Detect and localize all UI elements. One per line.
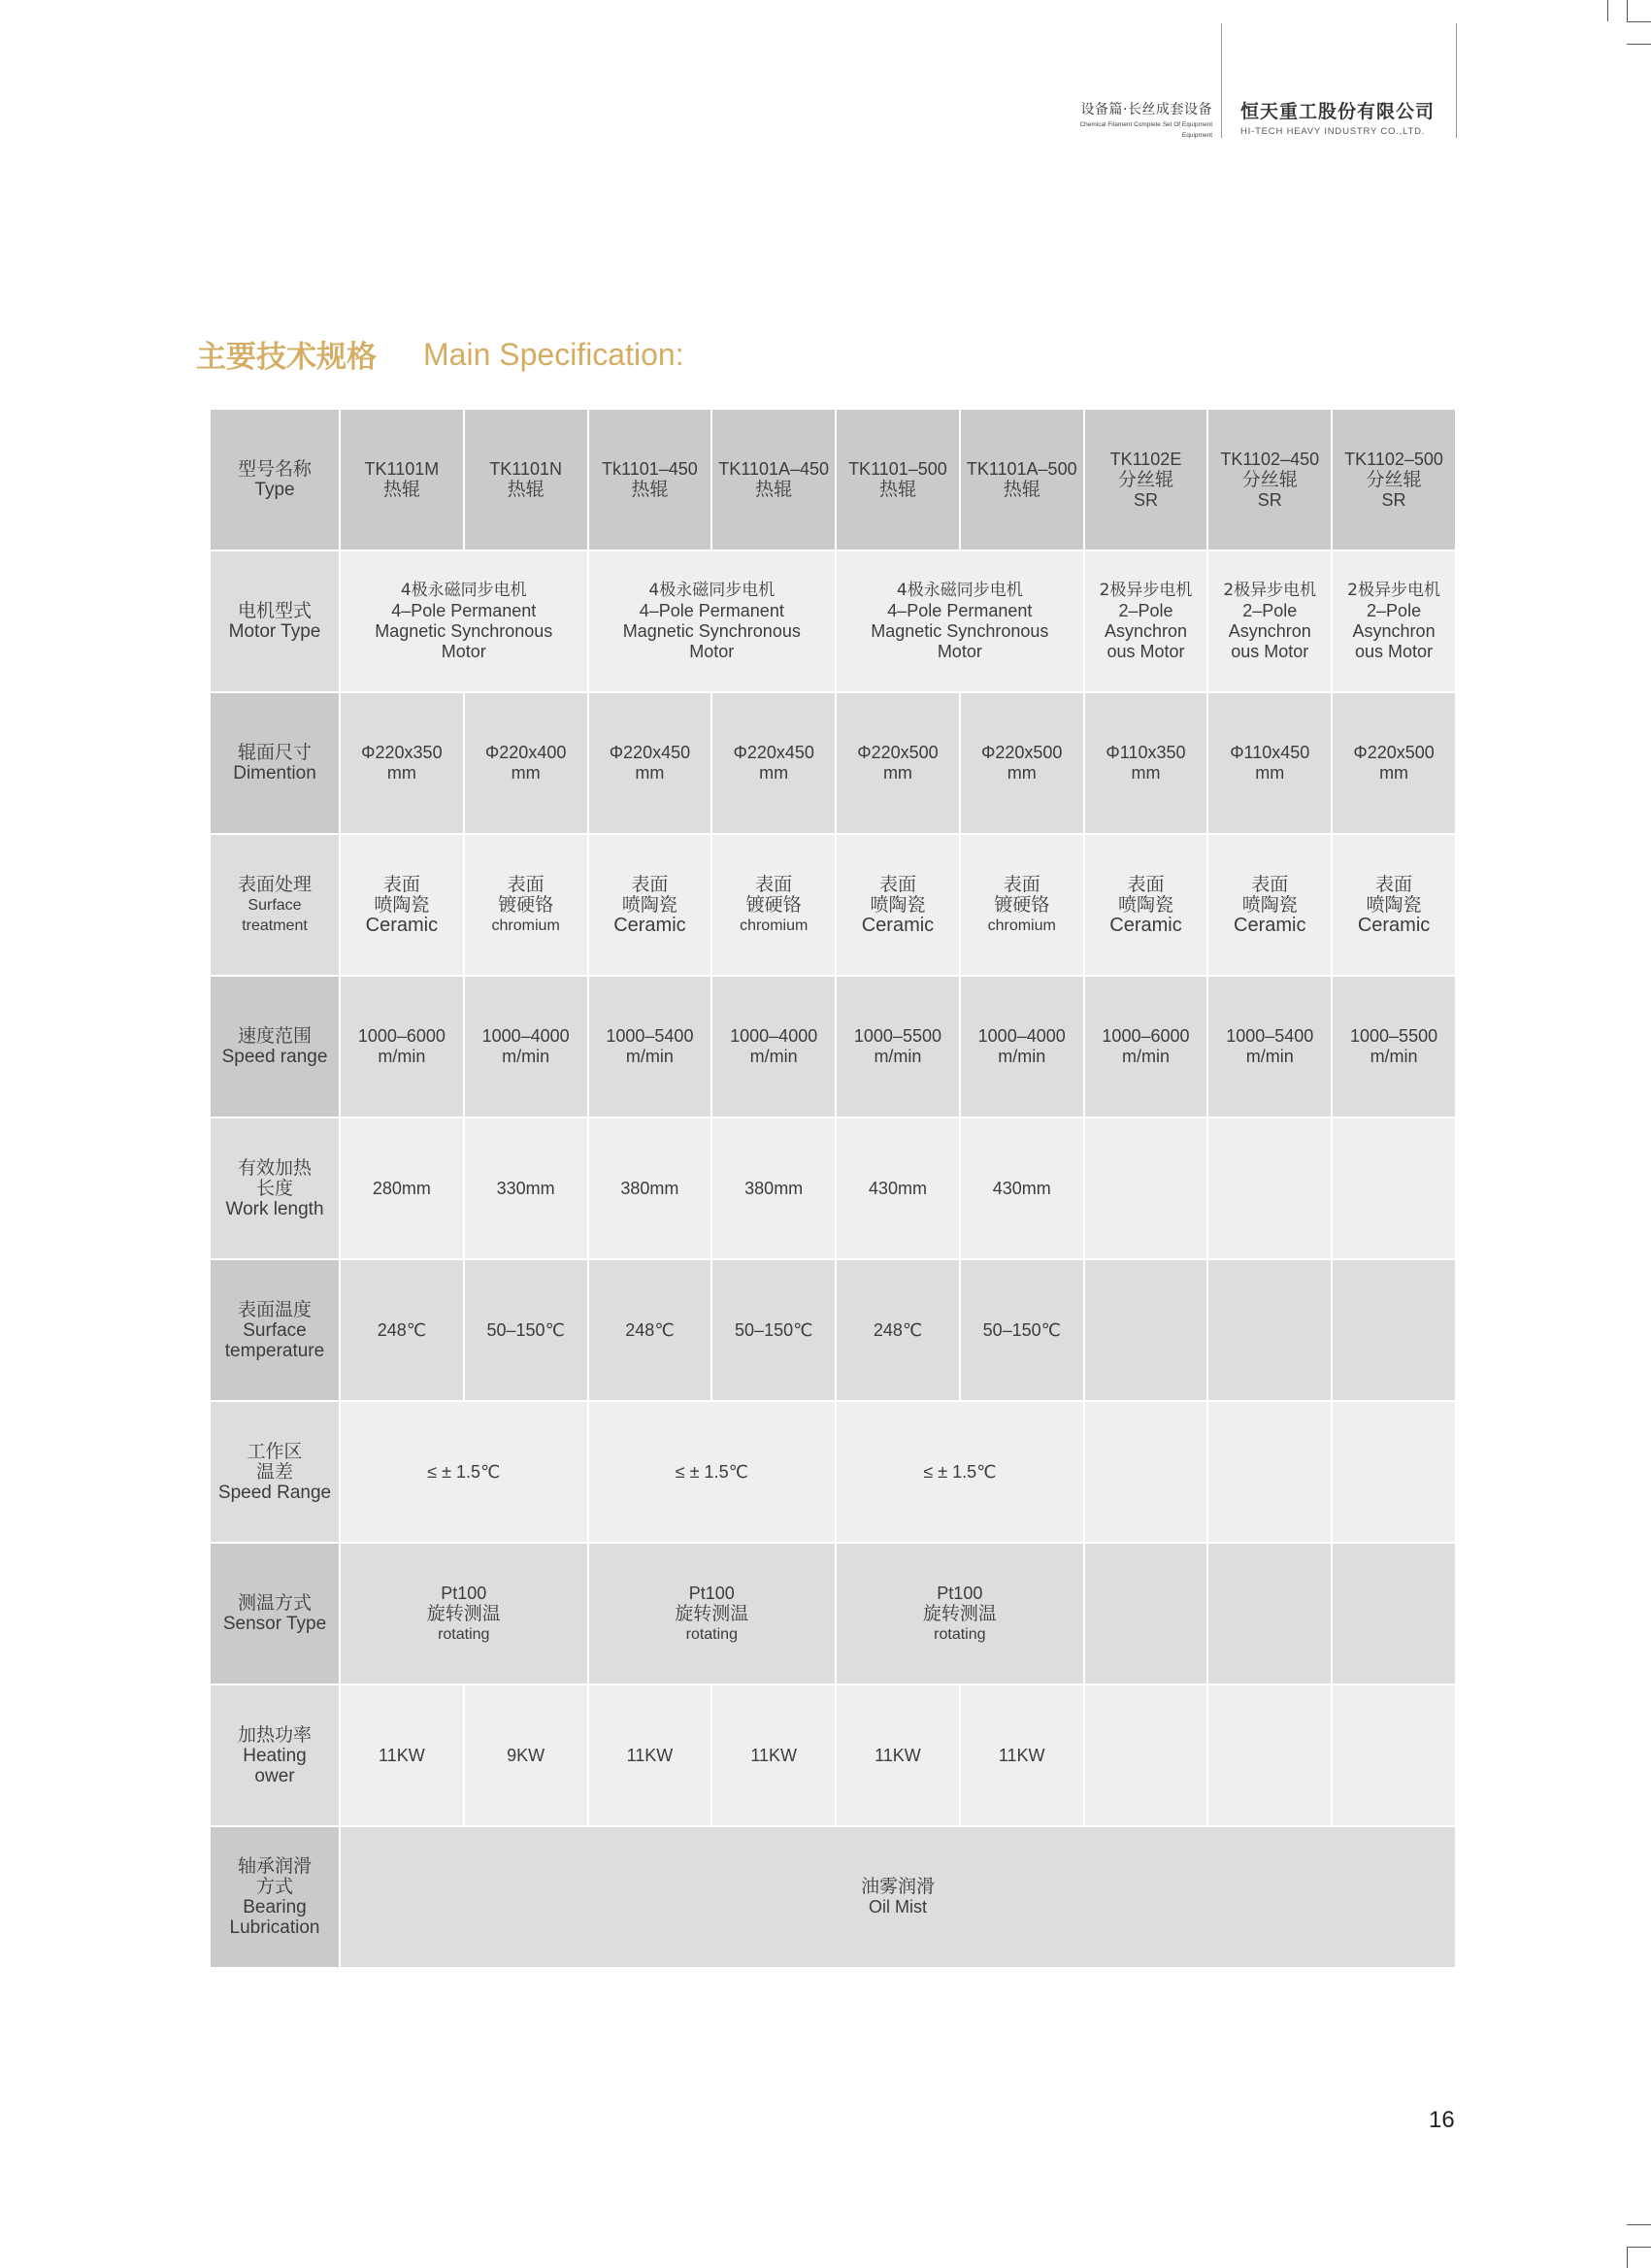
- table-cell: 2极异步电机 2–Pole Asynchron ous Motor: [1207, 550, 1332, 692]
- table-cell: [1332, 1543, 1456, 1684]
- row-header: 测温方式 Sensor Type: [210, 1543, 340, 1684]
- table-cell: 表面 镀硬铬 chromium: [960, 834, 1084, 976]
- table-cell: 表面 喷陶瓷 Ceramic: [1084, 834, 1208, 976]
- table-cell: Φ220x450 mm: [588, 692, 712, 834]
- row-header: 加热功率 Heating ower: [210, 1684, 340, 1826]
- table-cell: 280mm: [340, 1117, 464, 1259]
- row-header: 电机型式 Motor Type: [210, 550, 340, 692]
- table-cell: 11KW: [588, 1684, 712, 1826]
- table-cell: Φ220x500 mm: [836, 692, 960, 834]
- table-cell: 1000–4000 m/min: [960, 976, 1084, 1117]
- table-cell: [1084, 1684, 1208, 1826]
- table-cell: Φ220x500 mm: [1332, 692, 1456, 834]
- table-cell: 1000–4000 m/min: [711, 976, 836, 1117]
- table-cell: 50–150℃: [464, 1259, 588, 1401]
- table-row: [210, 1826, 1456, 1968]
- table-cell: 330mm: [464, 1117, 588, 1259]
- table-row: [210, 550, 1456, 692]
- table-cell: 430mm: [960, 1117, 1084, 1259]
- table-cell: 430mm: [836, 1117, 960, 1259]
- table-cell: 表面 喷陶瓷 Ceramic: [340, 834, 464, 976]
- table-cell: [1207, 1117, 1332, 1259]
- row-header: 有效加热 长度 Work length: [210, 1117, 340, 1259]
- table-cell: 4极永磁同步电机 4–Pole Permanent Magnetic Synchronous Motor: [588, 550, 837, 692]
- table-cell: 248℃: [340, 1259, 464, 1401]
- table-cell: 1000–6000 m/min: [340, 976, 464, 1117]
- header-section-en-2: Equipment: [1181, 132, 1212, 139]
- table-cell: 4极永磁同步电机 4–Pole Permanent Magnetic Synchronous Motor: [836, 550, 1084, 692]
- table-cell: TK1101N 热辊: [464, 409, 588, 550]
- row-header: 工作区 温差 Speed Range: [210, 1401, 340, 1543]
- table-cell: TK1101M 热辊: [340, 409, 464, 550]
- table-cell: Pt100 旋转测温 rotating: [836, 1543, 1084, 1684]
- table-row: [210, 1117, 1456, 1259]
- table-row: [210, 692, 1456, 834]
- table-cell: 表面 喷陶瓷 Ceramic: [1207, 834, 1332, 976]
- table-cell: 248℃: [588, 1259, 712, 1401]
- table-cell: TK1102–450 分丝辊 SR: [1207, 409, 1332, 550]
- table-cell: Φ220x400 mm: [464, 692, 588, 834]
- table-cell: 表面 镀硬铬 chromium: [464, 834, 588, 976]
- table-cell: 248℃: [836, 1259, 960, 1401]
- row-header: 辊面尺寸 Dimention: [210, 692, 340, 834]
- row-header: 轴承润滑 方式 Bearing Lubrication: [210, 1826, 340, 1968]
- row-header: 型号名称 Type: [210, 409, 340, 550]
- table-cell: Tk1101–450 热辊: [588, 409, 712, 550]
- table-row: [210, 1543, 1456, 1684]
- page-number: 16: [1429, 2107, 1455, 2133]
- header-divider: [1456, 23, 1457, 138]
- table-cell: Φ110x350 mm: [1084, 692, 1208, 834]
- header-section-en: Chemical Filament Complete Set Of Equipment: [1079, 121, 1212, 128]
- table-row: [210, 1259, 1456, 1401]
- header-divider: [1221, 23, 1222, 138]
- table-cell: 1000–5500 m/min: [836, 976, 960, 1117]
- table-cell: [1332, 1684, 1456, 1826]
- table-cell: Φ110x450 mm: [1207, 692, 1332, 834]
- page-title: [196, 332, 684, 376]
- row-header: 表面处理 Surface treatment: [210, 834, 340, 976]
- crop-mark: [1627, 2247, 1628, 2268]
- table-cell: [1207, 1543, 1332, 1684]
- table-cell: Pt100 旋转测温 rotating: [588, 1543, 837, 1684]
- table-cell: [1207, 1401, 1332, 1543]
- table-cell: TK1101A–500 热辊: [960, 409, 1084, 550]
- table-cell: 1000–4000 m/min: [464, 976, 588, 1117]
- table-cell: 2极异步电机 2–Pole Asynchron ous Motor: [1332, 550, 1456, 692]
- company-name-en: HI-TECH HEAVY INDUSTRY CO.,LTD.: [1240, 126, 1426, 137]
- table-cell: [1084, 1543, 1208, 1684]
- page-title-en: Main Specification:: [423, 337, 684, 372]
- table-row: [210, 409, 1456, 550]
- table-cell: Pt100 旋转测温 rotating: [340, 1543, 588, 1684]
- table-cell: ≤ ± 1.5℃: [836, 1401, 1084, 1543]
- table-cell: 表面 镀硬铬 chromium: [711, 834, 836, 976]
- crop-mark: [1627, 21, 1651, 22]
- table-cell: 9KW: [464, 1684, 588, 1826]
- row-header: 表面温度 Surface temperature: [210, 1259, 340, 1401]
- table-cell: TK1102E 分丝辊 SR: [1084, 409, 1208, 550]
- table-cell: [1332, 1259, 1456, 1401]
- table-cell: TK1101A–450 热辊: [711, 409, 836, 550]
- table-cell: 表面 喷陶瓷 Ceramic: [588, 834, 712, 976]
- table-cell: [1332, 1117, 1456, 1259]
- crop-mark: [1627, 44, 1651, 45]
- table-cell: [1084, 1117, 1208, 1259]
- table-cell: 2极异步电机 2–Pole Asynchron ous Motor: [1084, 550, 1208, 692]
- table-cell: 50–150℃: [711, 1259, 836, 1401]
- table-cell: [1207, 1684, 1332, 1826]
- table-cell: 1000–5400 m/min: [1207, 976, 1332, 1117]
- table-cell: TK1102–500 分丝辊 SR: [1332, 409, 1456, 550]
- table-cell: [1207, 1259, 1332, 1401]
- header-section-cn: 设备篇·长丝成套设备: [1080, 102, 1212, 117]
- table-cell: 1000–6000 m/min: [1084, 976, 1208, 1117]
- table-row: [210, 1401, 1456, 1543]
- table-cell: 380mm: [588, 1117, 712, 1259]
- table-cell: 表面 喷陶瓷 Ceramic: [836, 834, 960, 976]
- table-cell: 380mm: [711, 1117, 836, 1259]
- table-cell: 11KW: [960, 1684, 1084, 1826]
- row-header: 速度范围 Speed range: [210, 976, 340, 1117]
- crop-mark: [1607, 0, 1608, 21]
- spec-table: [209, 408, 1457, 1969]
- table-cell: Φ220x450 mm: [711, 692, 836, 834]
- table-cell: ≤ ± 1.5℃: [588, 1401, 837, 1543]
- table-cell: 50–150℃: [960, 1259, 1084, 1401]
- crop-mark: [1627, 2247, 1651, 2248]
- crop-mark: [1627, 2224, 1651, 2225]
- table-cell: 油雾润滑 Oil Mist: [340, 1826, 1456, 1968]
- table-cell: 11KW: [340, 1684, 464, 1826]
- company-name-cn: 恒天重工股份有限公司: [1240, 101, 1436, 122]
- table-cell: 1000–5400 m/min: [588, 976, 712, 1117]
- table-cell: ≤ ± 1.5℃: [340, 1401, 588, 1543]
- table-cell: 11KW: [836, 1684, 960, 1826]
- table-cell: 1000–5500 m/min: [1332, 976, 1456, 1117]
- table-row: [210, 834, 1456, 976]
- page-title-cn: 主要技术规格: [196, 340, 377, 375]
- table-row: [210, 1684, 1456, 1826]
- table-cell: TK1101–500 热辊: [836, 409, 960, 550]
- table-cell: 表面 喷陶瓷 Ceramic: [1332, 834, 1456, 976]
- crop-mark: [1627, 0, 1628, 21]
- table-cell: Φ220x350 mm: [340, 692, 464, 834]
- header-section: [1079, 99, 1212, 140]
- company-logo-text: [1240, 97, 1435, 137]
- table-cell: [1084, 1259, 1208, 1401]
- table-row: [210, 976, 1456, 1117]
- table-cell: Φ220x500 mm: [960, 692, 1084, 834]
- table-cell: 11KW: [711, 1684, 836, 1826]
- table-cell: [1084, 1401, 1208, 1543]
- table-cell: 4极永磁同步电机 4–Pole Permanent Magnetic Synchronous Motor: [340, 550, 588, 692]
- table-cell: [1332, 1401, 1456, 1543]
